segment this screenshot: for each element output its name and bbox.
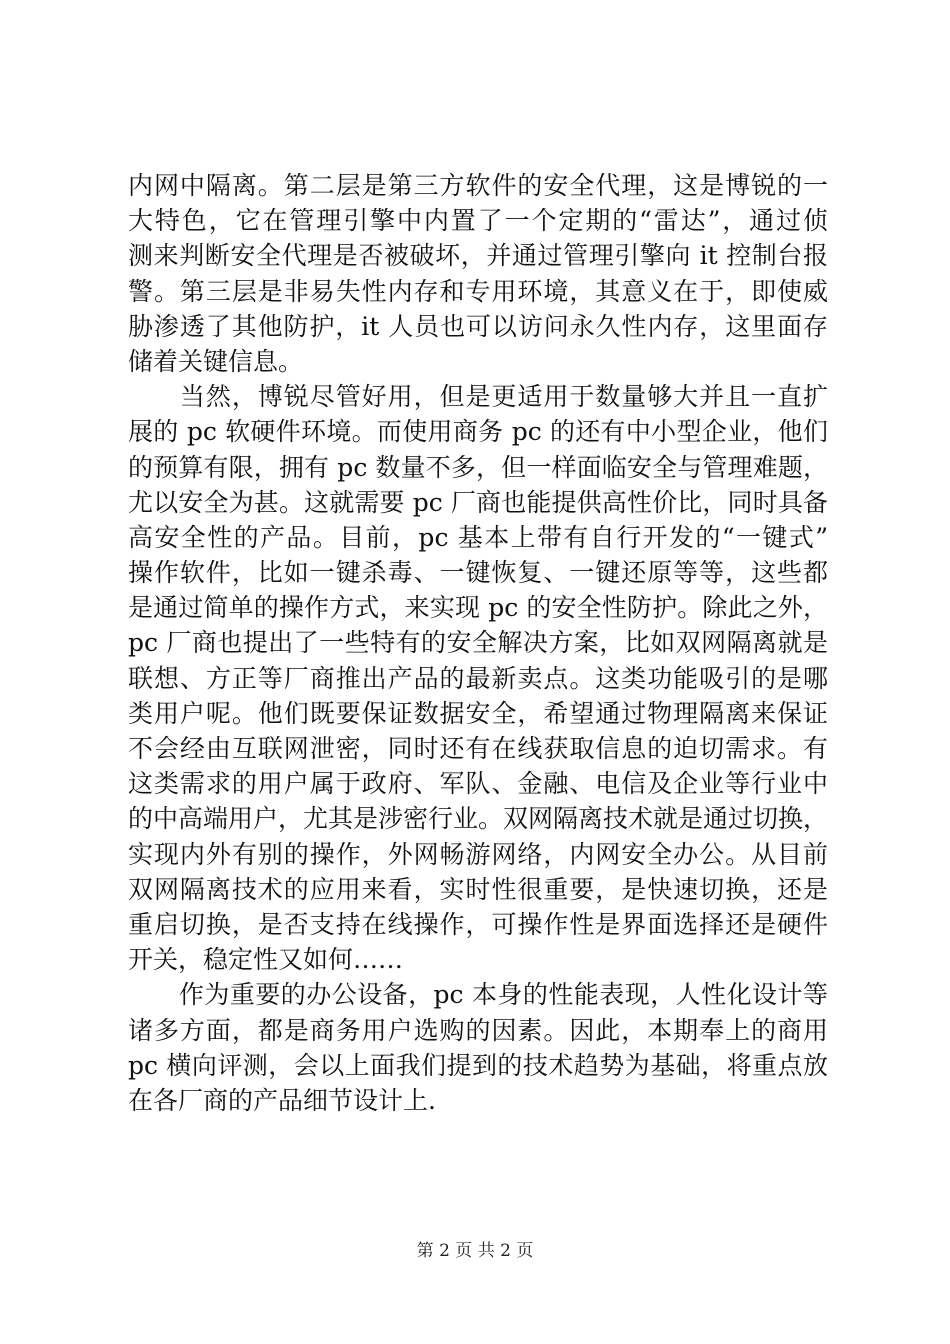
text-line: 大特色，它在管理引擎中内置了一个定期的“雷达”，通过侦 [128, 206, 828, 236]
text-line: 作为重要的办公设备，pc 本身的性能表现，人性化设计等 [128, 980, 828, 1010]
text-line: 类用户呢。他们既要保证数据安全，希望通过物理隔离来保证 [128, 698, 828, 728]
text-line: 实现内外有别的操作，外网畅游网络，内网安全办公。从目前 [128, 839, 828, 869]
text-line: 重启切换，是否支持在线操作，可操作性是界面选择还是硬件 [128, 909, 828, 939]
text-line: 是通过简单的操作方式，来实现 pc 的安全性防护。除此之外， [128, 593, 828, 623]
text-line: 当然，博锐尽管好用，但是更适用于数量够大并且一直扩 [128, 382, 828, 412]
text-line: 展的 pc 软硬件环境。而使用商务 pc 的还有中小型企业，他们 [128, 417, 828, 447]
page-footer: 第 2 页 共 2 页 [416, 1241, 534, 1261]
text-line: 警。第三层是非易失性内存和专用环境，其意义在于，即使威 [128, 276, 828, 306]
text-line: 联想、方正等厂商推出产品的最新卖点。这类功能吸引的是哪 [128, 663, 828, 693]
text-line: 不会经由互联网泄密，同时还有在线获取信息的迫切需求。有 [128, 734, 828, 763]
text-line: 双网隔离技术的应用来看，实时性很重要，是快速切换，还是 [128, 874, 828, 904]
body-text [128, 168, 828, 1118]
text-line: 胁渗透了其他防护，it 人员也可以访问永久性内存，这里面存 [128, 311, 828, 341]
text-line: 储着关键信息。 [128, 346, 304, 376]
text-line: pc 厂商也提出了一些特有的安全解决方案，比如双网隔离就是 [128, 628, 828, 658]
text-line: 内网中隔离。第二层是第三方软件的安全代理，这是博锐的一 [128, 171, 828, 200]
text-line: 诸多方面，都是商务用户选购的因素。因此，本期奉上的商用 [128, 1015, 828, 1045]
text-line: pc 横向评测，会以上面我们提到的技术趋势为基础，将重点放 [128, 1050, 828, 1080]
text-line: 操作软件，比如一键杀毒、一键恢复、一键还原等等，这些都 [128, 558, 828, 588]
text-line: 这类需求的用户属于政府、军队、金融、电信及企业等行业中 [128, 769, 828, 799]
text-line: 测来判断安全代理是否被破坏，并通过管理引擎向 it 控制台报 [128, 241, 828, 271]
text-line: 的中高端用户，尤其是涉密行业。双网隔离技术就是通过切换， [128, 804, 829, 834]
text-line: 开关，稳定性又如何…… [128, 945, 404, 975]
text-line: 的预算有限，拥有 pc 数量不多，但一样面临安全与管理难题， [128, 452, 828, 482]
text-line: 高安全性的产品。目前，pc 基本上带有自行开发的“一键式” [128, 522, 828, 552]
text-line: 尤以安全为甚。这就需要 pc 厂商也能提供高性价比，同时具备 [128, 487, 828, 517]
text-line: 在各厂商的产品细节设计上. [128, 1085, 436, 1115]
